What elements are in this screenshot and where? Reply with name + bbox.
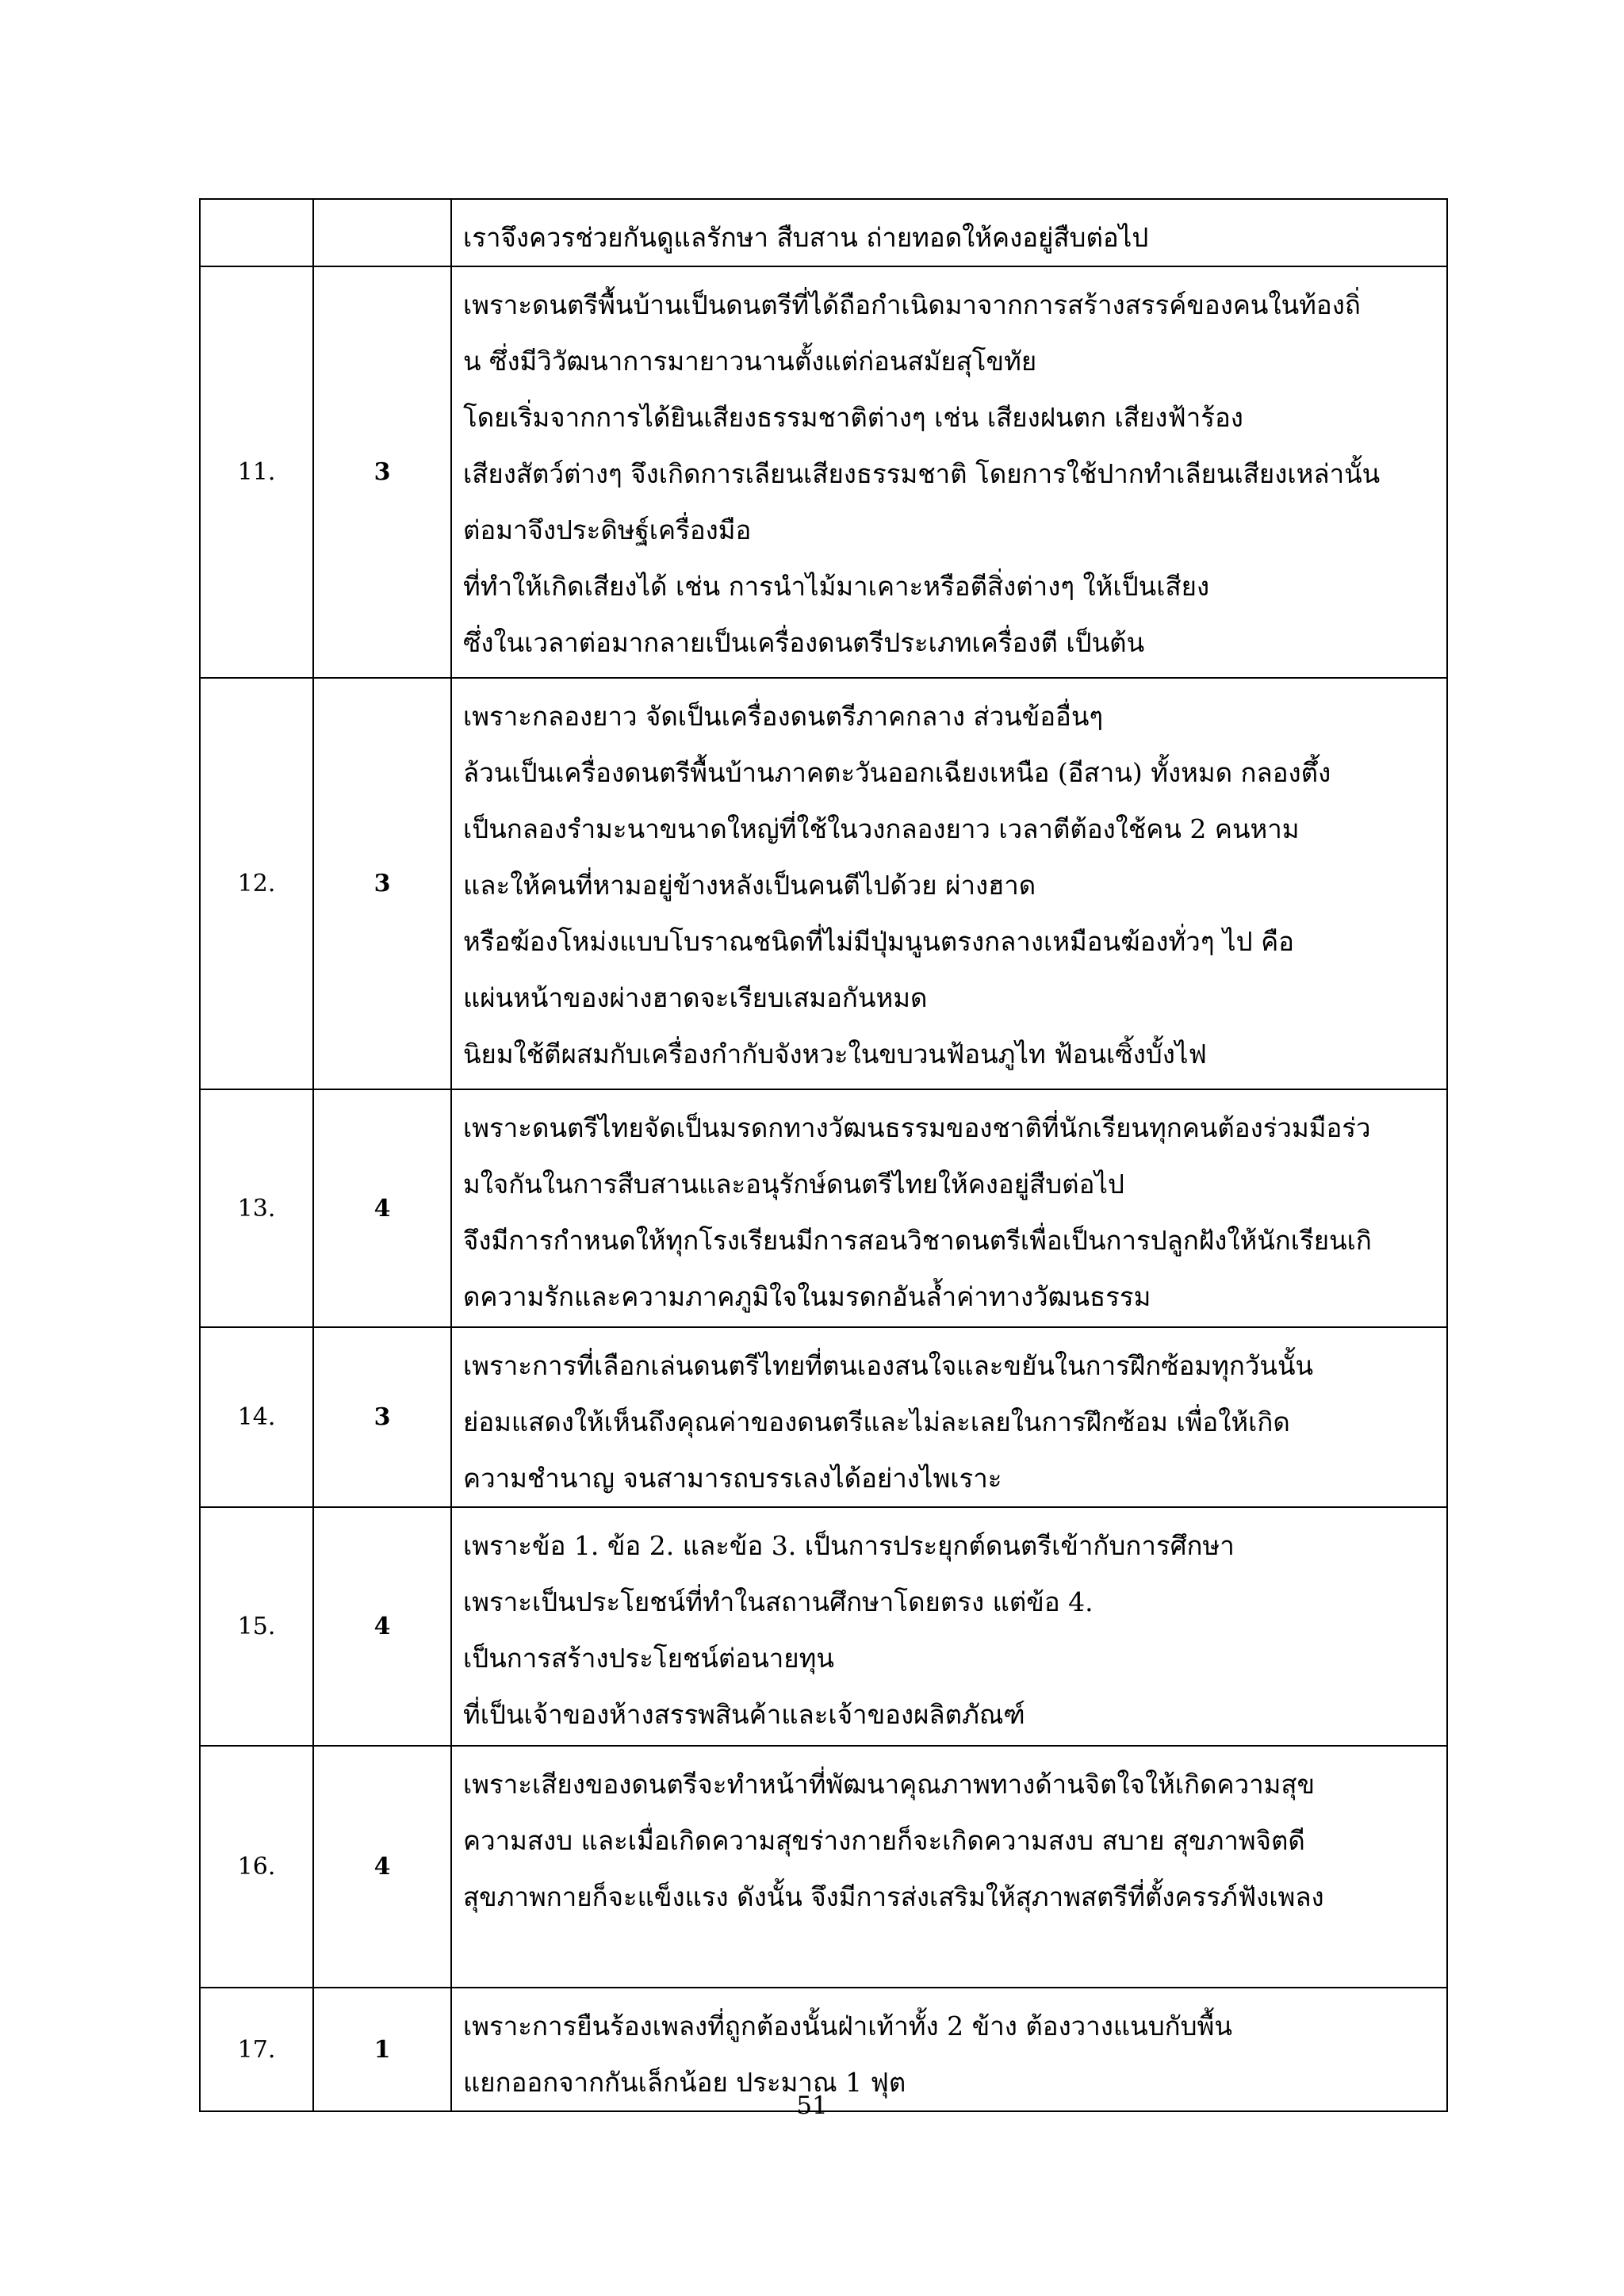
explanation-line: แผ่นหน้าของผ่างฮาดจะเรียบเสมอกันหมด: [463, 982, 928, 1013]
answer-choice: 1: [313, 1988, 451, 2111]
explanation-line: โดยเริ่มจากการได้ยินเสียงธรรมชาติต่างๆ เช่น เสียงฝนตก เสียงฟ้าร้อง: [463, 402, 1243, 433]
explanation-line: ย่อมแสดงให้เห็นถึงคุณค่าของดนตรีและไม่ละเลยในการฝึกซ้อม เพื่อให้เกิด: [463, 1406, 1290, 1437]
explanation-line: ที่เป็นเจ้าของห้างสรรพสินค้าและเจ้าของผลิตภัณฑ์: [463, 1699, 1025, 1730]
question-number: 15.: [200, 1507, 313, 1746]
explanation-cell: [451, 678, 1447, 1089]
explanation-line: เพราะข้อ 1. ข้อ 2. และข้อ 3. เป็นการประยุกต์ดนตรีเข้ากับการศึกษา: [463, 1530, 1235, 1561]
explanation-line: เสียงสัตว์ต่างๆ จึงเกิดการเลียนเสียงธรรมชาติ โดยการใช้ปากทำเลียนเสียงเหล่านั้น: [463, 458, 1381, 489]
explanation-cell: [451, 199, 1447, 266]
explanation-line: น ซึ่งมีวิวัฒนาการมายาวนานตั้งแต่ก่อนสมัยสุโขทัย: [463, 346, 1037, 377]
explanation-line: ความสงบ และเมื่อเกิดความสุขร่างกายก็จะเกิดความสงบ สบาย สุขภาพจิตดี: [463, 1825, 1305, 1856]
explanation-line: ที่ทำให้เกิดเสียงได้ เช่น การนำไม้มาเคาะหรือตีสิ่งต่างๆ ให้เป็นเสียง: [463, 571, 1210, 602]
explanation-line: เพราะดนตรีไทยจัดเป็นมรดกทางวัฒนธรรมของชาติที่นักเรียนทุกคนต้องร่วมมือร่ว: [463, 1112, 1371, 1143]
answer-choice: 4: [313, 1507, 451, 1746]
explanation-line: มใจกันในการสืบสานและอนุรักษ์ดนตรีไทยให้คงอยู่สืบต่อไป: [463, 1169, 1124, 1200]
answer-choice: 4: [313, 1746, 451, 1988]
question-number: 13.: [200, 1089, 313, 1327]
explanation-line: ซึ่งในเวลาต่อมากลายเป็นเครื่องดนตรีประเภทเครื่องตี เป็นต้น: [463, 627, 1145, 658]
answer-choice: 3: [313, 266, 451, 678]
explanation-line: เป็นการสร้างประโยชน์ต่อนายทุน: [463, 1643, 834, 1674]
explanation-cell: [451, 1089, 1447, 1327]
explanation-cell: [451, 1507, 1447, 1746]
answer-choice: 4: [313, 1089, 451, 1327]
table-row: [200, 678, 1447, 1089]
table-row: [200, 1089, 1447, 1327]
explanation-line: เป็นกลองรำมะนาขนาดใหญ่ที่ใช้ในวงกลองยาว เวลาตีต้องใช้คน 2 คนหาม: [463, 813, 1300, 844]
explanation-line: ความชำนาญ จนสามารถบรรเลงได้อย่างไพเราะ: [463, 1463, 1002, 1494]
explanation-line: นิยมใช้ตีผสมกับเครื่องกำกับจังหวะในขบวนฟ้อนภูไท ฟ้อนเซิ้งบั้งไฟ: [463, 1039, 1207, 1070]
explanation-cell: [451, 266, 1447, 678]
explanation-cell: [451, 1746, 1447, 1988]
table-row: [200, 199, 1447, 266]
answer-choice: 3: [313, 1327, 451, 1507]
question-number: [200, 199, 313, 266]
page-number: 51: [796, 2091, 828, 2120]
explanation-line: เพราะเป็นประโยชน์ที่ทำในสถานศึกษาโดยตรง แต่ข้อ 4.: [463, 1586, 1094, 1617]
question-number: 17.: [200, 1988, 313, 2111]
explanation-line: เราจึงควรช่วยกันดูแลรักษา สืบสาน ถ่ายทอดให้คงอยู่สืบต่อไป: [463, 222, 1149, 253]
explanation-line: ดความรักและความภาคภูมิใจในมรดกอันล้ำค่าทางวัฒนธรรม: [463, 1281, 1151, 1312]
answer-choice: 3: [313, 678, 451, 1089]
table-row: [200, 1746, 1447, 1988]
explanation-line: ต่อมาจึงประดิษฐ์เครื่องมือ: [463, 515, 752, 545]
answer-table: [199, 198, 1448, 2112]
explanation-line: แยกออกจากกันเล็กน้อย ประมาณ 1 ฟุต: [463, 2067, 906, 2098]
explanation-line: เพราะกลองยาว จัดเป็นเครื่องดนตรีภาคกลาง ส่วนข้ออื่นๆ: [463, 701, 1104, 732]
explanation-line: สุขภาพกายก็จะแข็งแรง ดังนั้น จึงมีการส่งเสริมให้สุภาพสตรีที่ตั้งครรภ์ฟังเพลง: [463, 1881, 1324, 1912]
question-number: 14.: [200, 1327, 313, 1507]
explanation-line: ล้วนเป็นเครื่องดนตรีพื้นบ้านภาคตะวันออกเฉียงเหนือ (อีสาน) ทั้งหมด กลองตึ้ง: [463, 757, 1331, 788]
question-number: 12.: [200, 678, 313, 1089]
table-row: [200, 1507, 1447, 1746]
explanation-line: หรือฆ้องโหม่งแบบโบราณชนิดที่ไม่มีปุ่มนูนตรงกลางเหมือนฆ้องทั่วๆ ไป คือ: [463, 926, 1294, 957]
explanation-line: เพราะดนตรีพื้นบ้านเป็นดนตรีที่ได้ถือกำเนิดมาจากการสร้างสรรค์ของคนในท้องถิ่: [463, 289, 1361, 320]
explanation-line: และให้คนที่หามอยู่ข้างหลังเป็นคนตีไปด้วย ผ่างฮาด: [463, 870, 1036, 901]
explanation-line: เพราะเสียงของดนตรีจะทำหน้าที่พัฒนาคุณภาพทางด้านจิตใจให้เกิดความสุข: [463, 1769, 1316, 1800]
explanation-line: จึงมีการกำหนดให้ทุกโรงเรียนมีการสอนวิชาดนตรีเพื่อเป็นการปลูกฝังให้นักเรียนเกิ: [463, 1225, 1372, 1256]
table-row: [200, 1327, 1447, 1507]
answer-choice: [313, 199, 451, 266]
question-number: 11.: [200, 266, 313, 678]
table-row: [200, 266, 1447, 678]
explanation-line: เพราะการยืนร้องเพลงที่ถูกต้องนั้นฝ่าเท้าทั้ง 2 ข้าง ต้องวางแนบกับพื้น: [463, 2011, 1232, 2042]
explanation-cell: [451, 1327, 1447, 1507]
question-number: 16.: [200, 1746, 313, 1988]
explanation-line: เพราะการที่เลือกเล่นดนตรีไทยที่ตนเองสนใจและขยันในการฝึกซ้อมทุกวันนั้น: [463, 1350, 1314, 1381]
